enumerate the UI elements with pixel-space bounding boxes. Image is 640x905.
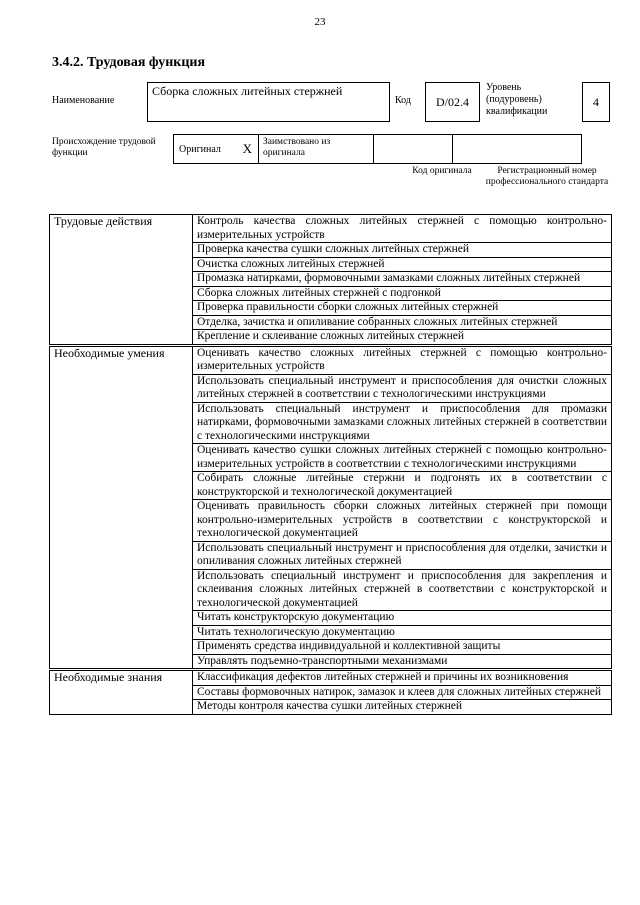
table-row xyxy=(50,345,612,374)
function-code-field: D/02.4 xyxy=(425,82,480,122)
page-number: 23 xyxy=(314,16,326,28)
labor-function-table-body xyxy=(50,215,612,715)
origin-registration-cell xyxy=(452,134,582,164)
section-item-cell: Использовать специальный инструмент и приспособления для промазки натирками, формовочными замазками сложных литейных стержней в соответствии с технологическими инструкциями xyxy=(193,402,612,444)
origin-borrowed-cell: Заимствовано из оригинала xyxy=(258,134,374,164)
origin-original-label: Оригинал xyxy=(179,144,221,155)
level-label: Уровень (подуровень) квалификации xyxy=(486,82,548,117)
section-item-cell: Отделка, зачистка и опиливание собранных сложных литейных стержней xyxy=(193,315,612,330)
section-item-cell: Читать конструкторскую документацию xyxy=(193,611,612,626)
section-item-cell: Контроль качества сложных литейных стержней с помощью контрольно-измерительных устройств xyxy=(193,215,612,243)
function-name-field: Сборка сложных литейных стержней xyxy=(147,82,390,122)
section-item-cell: Методы контроля качества сушки литейных стержней xyxy=(193,700,612,715)
section-title: 3.4.2. Трудовая функция xyxy=(52,55,206,70)
section-category-cell: Необходимые умения xyxy=(50,345,193,670)
section-item-cell: Управлять подъемно-транспортными механизмами xyxy=(193,654,612,670)
section-item-cell: Сборка сложных литейных стержней с подгонкой xyxy=(193,286,612,301)
qualification-level-field: 4 xyxy=(582,82,610,122)
section-item-cell: Проверка качества сушки сложных литейных стержней xyxy=(193,243,612,258)
registration-number-caption: Регистрационный номер профессионального стандарта xyxy=(485,166,609,187)
section-item-cell: Крепление и склеивание сложных литейных стержней xyxy=(193,330,612,346)
section-item-cell: Классификация дефектов литейных стержней и причины их возникновения xyxy=(193,670,612,686)
origin-code-cell xyxy=(373,134,453,164)
section-item-cell: Очистка сложных литейных стержней xyxy=(193,257,612,272)
section-item-cell: Использовать специальный инструмент и приспособления для закрепления и склеивания сложных литейных стержней в соответствии с конструкторской и технологической документацией xyxy=(193,569,612,611)
table-row xyxy=(50,215,612,243)
code-label: Код xyxy=(395,95,411,106)
code-original-caption: Код оригинала xyxy=(412,166,472,176)
table-row xyxy=(50,670,612,686)
labor-function-table xyxy=(49,214,612,715)
section-item-cell: Оценивать качество сушки сложных литейных стержней с помощью контрольно-измерительных устройств в соответствии с технологическими инструкциями xyxy=(193,444,612,472)
section-item-cell: Применять средства индивидуальной и коллективной защиты xyxy=(193,640,612,655)
name-label: Наименование xyxy=(52,95,115,106)
section-category-cell: Трудовые действия xyxy=(50,215,193,346)
section-item-cell: Читать технологическую документацию xyxy=(193,625,612,640)
origin-original-cell xyxy=(173,134,259,164)
origin-original-mark: X xyxy=(242,141,252,156)
section-item-cell: Использовать специальный инструмент и приспособления для отделки, зачистки и опиливания сложных литейных стержней xyxy=(193,541,612,569)
section-item-cell: Проверка правильности сборки сложных литейных стержней xyxy=(193,301,612,316)
section-item-cell: Оценивать качество сложных литейных стержней с помощью контрольно-измерительных устройств xyxy=(193,345,612,374)
section-item-cell: Составы формовочных натирок, замазок и клеев для сложных литейных стержней xyxy=(193,685,612,700)
origin-label: Происхождение трудовой функции xyxy=(52,137,156,158)
section-item-cell: Собирать сложные литейные стержни и подгонять их в соответствии с конструкторской и технологической документацией xyxy=(193,472,612,500)
section-category-cell: Необходимые знания xyxy=(50,670,193,715)
section-item-cell: Использовать специальный инструмент и приспособления для очистки сложных литейных стержней в соответствии с технологическими инструкциями xyxy=(193,374,612,402)
section-item-cell: Оценивать правильность сборки сложных литейных стержней при помощи контрольно-измерительных устройств в соответствии с конструкторской и технологической документацией xyxy=(193,500,612,542)
origin-grid xyxy=(174,134,582,164)
section-item-cell: Промазка натирками, формовочными замазками сложных литейных стержней xyxy=(193,272,612,287)
